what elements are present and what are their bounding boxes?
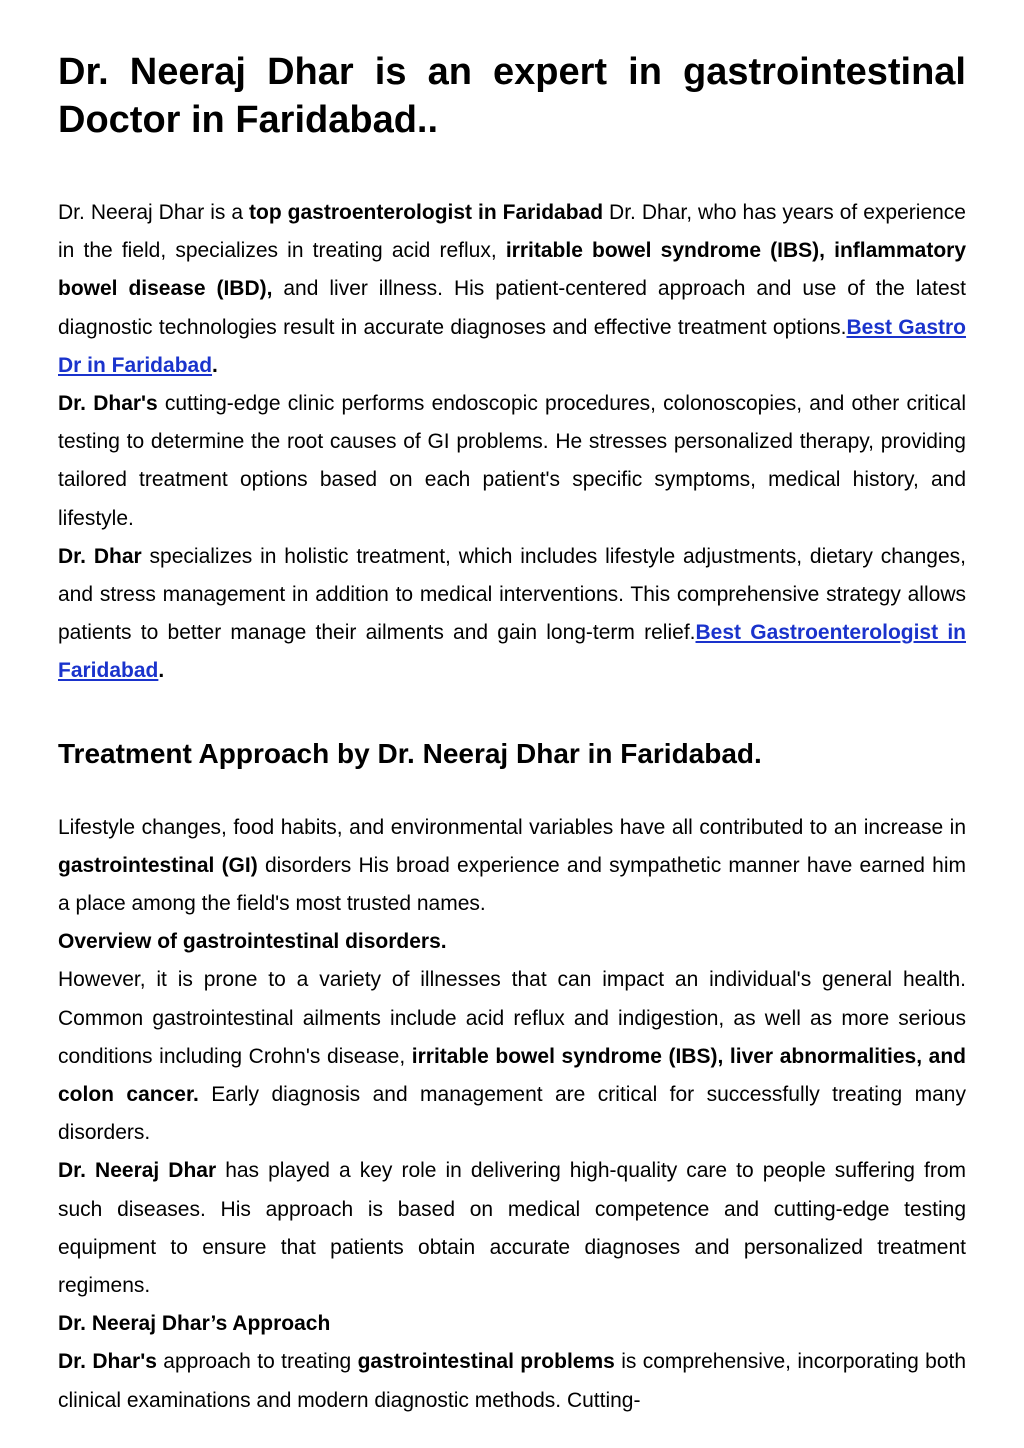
lifestyle-paragraph: [58, 809, 966, 924]
role-paragraph: [58, 1152, 966, 1305]
overview-subheading: Overview of gastrointestinal disorders.: [58, 930, 447, 954]
page-title: Dr. Neeraj Dhar is an expert in gastrointestinal Doctor in Faridabad..: [58, 51, 966, 141]
best-gastroenterologist-link[interactable]: Best Gastroenterologist in Faridabad: [58, 621, 966, 683]
lifestyle-text-1: Lifestyle changes, food habits, and environmental variables have all contributed to an increase in: [58, 815, 966, 839]
intro-paragraph: [58, 194, 966, 385]
intro-bold-1: top gastroenterologist in Faridabad: [249, 201, 604, 224]
role-bold-1: Dr. Neeraj Dhar: [58, 1159, 217, 1183]
lifestyle-text-2: disorders His broad experience and sympathetic manner have earned him a place among the field's most trusted names.: [58, 853, 966, 916]
role-text-1: has played a key role in delivering high-quality care to people suffering from such diseases. His approach is based on medical competence and cutting-edge testing equipment to ensure that patients obtain accurate diagnoses and personalized treatment regimens.: [58, 1159, 966, 1298]
holistic-bold-1: Dr. Dhar: [58, 544, 142, 568]
overview-bold-1: irritable bowel syndrome (IBS), liver abnormalities, and colon cancer.: [58, 1044, 967, 1107]
approach-text-1: approach to treating: [156, 1350, 358, 1374]
section-heading-wrap: [58, 737, 966, 771]
overview-text-1: However, it is prone to a variety of illnesses that can impact an individual's general health. Common gastrointestinal ailments include acid reflux and indigestion, as well as more serious conditions including Crohn's disease,: [58, 968, 966, 1068]
intro-text-1: Dr. Neeraj Dhar is a: [58, 201, 250, 224]
lifestyle-bold-1: gastrointestinal (GI): [58, 853, 258, 877]
intro-text-3: and liver illness. His patient-centered approach and use of the latest diagnostic technologies result in accurate diagnoses and effective treatment options.: [58, 277, 966, 339]
intro-bold-2: irritable bowel syndrome (IBS), inflammatory bowel disease (IBD),: [58, 239, 966, 301]
holistic-period: .: [158, 659, 165, 683]
clinic-paragraph: [58, 385, 966, 538]
holistic-text-1: specializes in holistic treatment, which includes lifestyle adjustments, dietary changes, and stress management in addition to medical interventions. This comprehensive strategy allows patients to better manage their ailments and gain long-term relief.: [58, 544, 966, 645]
intro-period: .: [212, 353, 218, 377]
approach-bold-2: gastrointestinal problems: [357, 1350, 615, 1374]
section-heading: Treatment Approach by Dr. Neeraj Dhar in Faridabad.: [58, 737, 762, 769]
approach-bold-1: Dr. Dhar's: [58, 1350, 157, 1374]
intro-text-2: Dr. Dhar, who has years of experience in the field, specializes in treating acid reflux,: [58, 201, 966, 263]
clinic-text-1: cutting-edge clinic performs endoscopic procedures, colonoscopies, and other critical testing to determine the root causes of GI problems. He stresses personalized therapy, providing tailored treatment options based on each patient's specific symptoms, medical history, and lifestyle.: [58, 392, 966, 530]
holistic-paragraph: [58, 538, 966, 691]
approach-subheading: Dr. Neeraj Dhar’s Approach: [58, 1312, 331, 1336]
approach-text-2: is comprehensive, incorporating both clinical examinations and modern diagnostic methods. Cutting-: [58, 1350, 967, 1412]
overview-text-2: Early diagnosis and management are critical for successfully treating many disorders.: [58, 1083, 966, 1145]
approach-paragraph: [58, 1343, 966, 1419]
overview-paragraph: [58, 961, 966, 1152]
best-gastro-dr-link[interactable]: Best Gastro Dr in Faridabad: [58, 315, 966, 377]
clinic-bold-1: Dr. Dhar's: [58, 392, 158, 416]
